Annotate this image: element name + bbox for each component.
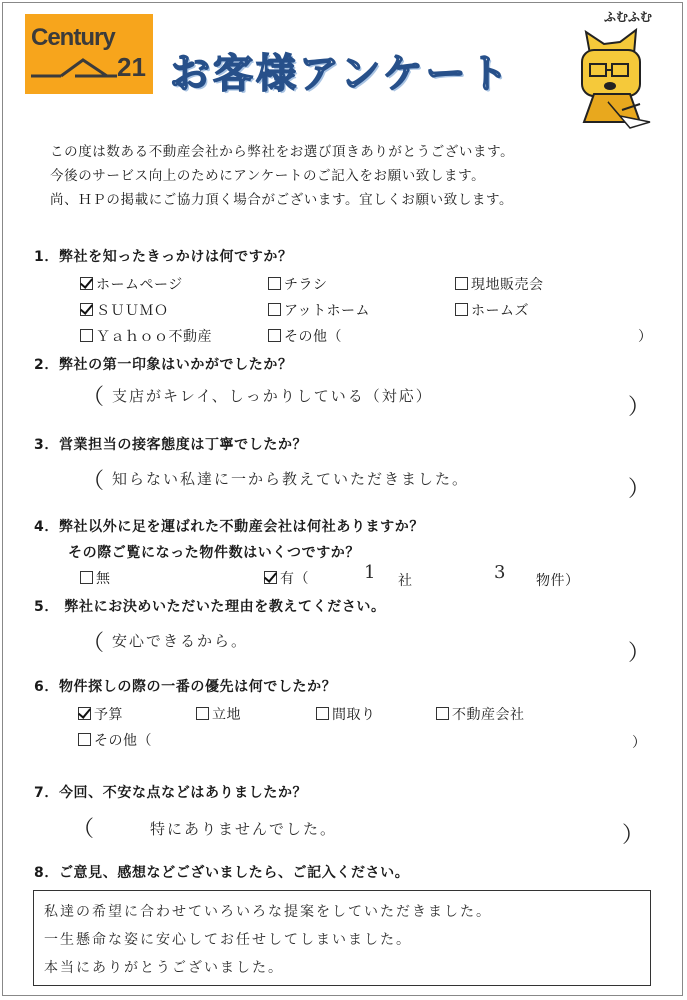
intro-text — [50, 140, 514, 212]
house-roof-icon — [31, 54, 117, 80]
q4-company-unit: 社 — [398, 573, 413, 589]
intro-line: 今後のサービス向上のためにアンケートのご記入をお願い致します。 — [50, 168, 486, 184]
option-label: ホームズ — [471, 303, 529, 319]
intro-line: 尚、ＨＰの掲載にご協力頂く場合がございます。宜しくお願い致します。 — [50, 192, 514, 208]
option-label: ホームページ — [96, 277, 183, 293]
intro-line: この度は数ある不動産会社から弊社をお選び頂きありがとうございます。 — [50, 144, 515, 160]
q8-comment-line: 一生懸命な姿に安心してお任せしてしまいました。 — [44, 932, 412, 948]
option-label: Ｙａｈｏｏ不動産 — [96, 329, 212, 345]
option-label: チラシ — [284, 277, 328, 293]
checkbox-icon — [268, 277, 281, 290]
mascot-dog-icon — [560, 24, 660, 134]
option-label: その他（ — [94, 733, 152, 749]
option-label: ＳＵＵＭＯ — [96, 303, 169, 319]
question-7-label: 7．今回、不安な点などはありましたか？ — [34, 785, 308, 801]
q1-option-homepage[interactable] — [80, 274, 183, 294]
option-label: その他（ — [284, 329, 342, 345]
q6-option-other[interactable] — [78, 730, 152, 750]
checkbox-checked-icon — [78, 707, 91, 720]
q4-property-unit: 物件） — [536, 573, 580, 589]
checkbox-icon — [268, 303, 281, 316]
question-4-sublabel: その際ご覧になった物件数はいくつですか？ — [68, 545, 360, 561]
q2-answer[interactable]: 支店がキレイ、しっかりしている（対応） — [112, 387, 433, 405]
option-label: 不動産会社 — [452, 707, 525, 723]
checkbox-checked-icon — [80, 277, 93, 290]
q4-property-count[interactable]: 3 — [494, 562, 508, 583]
question-3-label: 3．営業担当の接客態度は丁寧でしたか？ — [34, 437, 308, 453]
q6-option-agency[interactable] — [436, 704, 525, 724]
checkbox-checked-icon — [80, 303, 93, 316]
question-4-label: 4．弊社以外に足を運ばれた不動産会社は何社ありますか？ — [34, 519, 424, 535]
q2-open-paren: （ — [82, 385, 105, 410]
q3-close-paren: ） — [628, 477, 651, 502]
checkbox-icon — [196, 707, 209, 720]
checkbox-icon — [268, 329, 281, 342]
q6-other-close-paren: ） — [632, 735, 647, 751]
q7-answer[interactable]: 特にありませんでした。 — [150, 820, 338, 838]
q6-option-budget[interactable] — [78, 704, 123, 724]
page-title: お客様アンケート — [170, 51, 512, 97]
q3-open-paren: （ — [82, 469, 105, 494]
question-2-label: 2．弊社の第一印象はいかがでしたか？ — [34, 357, 293, 373]
q1-option-flyer[interactable] — [268, 274, 328, 294]
q7-close-paren: ） — [622, 823, 645, 848]
century21-logo — [25, 14, 153, 94]
checkbox-icon — [455, 277, 468, 290]
q8-comment-line: 本当にありがとうございました。 — [44, 960, 284, 976]
q8-comment-line: 私達の希望に合わせていろいろな提案をしていただきました。 — [44, 904, 492, 920]
option-label: アットホーム — [284, 303, 371, 319]
q1-option-other[interactable] — [268, 326, 342, 346]
question-6-label: 6．物件探しの際の一番の優先は何でしたか？ — [34, 679, 337, 695]
option-label: 現地販売会 — [471, 277, 544, 293]
question-8-label: 8．ご意見、感想などございましたら、ご記入ください。 — [34, 865, 410, 881]
checkbox-icon — [80, 329, 93, 342]
option-label: 間取り — [332, 707, 376, 723]
q8-comment-box[interactable] — [33, 890, 651, 986]
question-1-label: 1．弊社を知ったきっかけは何ですか？ — [34, 249, 293, 265]
q6-option-layout[interactable] — [316, 704, 376, 724]
q7-open-paren: （ — [72, 817, 95, 842]
q5-answer[interactable]: 安心できるから。 — [112, 632, 249, 650]
q1-option-open-house[interactable] — [455, 274, 544, 294]
q4-option-yes[interactable] — [264, 568, 309, 588]
option-label: 有（ — [280, 571, 309, 587]
checkbox-icon — [78, 733, 91, 746]
logo-brand: Century — [31, 24, 115, 51]
logo-number: 21 — [117, 52, 146, 82]
checkbox-icon — [316, 707, 329, 720]
checkbox-checked-icon — [264, 571, 277, 584]
q4-company-count[interactable]: 1 — [364, 562, 378, 583]
option-label: 立地 — [212, 707, 241, 723]
q2-close-paren: ） — [628, 395, 651, 420]
q1-option-athome[interactable] — [268, 300, 370, 320]
q6-option-location[interactable] — [196, 704, 241, 724]
q5-open-paren: （ — [82, 631, 105, 656]
mascot-caption: ふむふむ — [604, 10, 653, 24]
q1-option-yahoo[interactable] — [80, 326, 212, 346]
q1-option-suumo[interactable] — [80, 300, 169, 320]
checkbox-icon — [455, 303, 468, 316]
q1-option-homes[interactable] — [455, 300, 529, 320]
option-label: 無 — [96, 571, 111, 587]
checkbox-icon — [80, 571, 93, 584]
q1-other-close-paren: ） — [638, 329, 653, 345]
q3-answer[interactable]: 知らない私達に一から教えていただきました。 — [112, 470, 470, 488]
option-label: 予算 — [94, 707, 123, 723]
q4-option-none[interactable] — [80, 568, 111, 588]
question-5-label: 5． 弊社にお決めいただいた理由を教えてください。 — [34, 599, 386, 615]
checkbox-icon — [436, 707, 449, 720]
q5-close-paren: ） — [628, 641, 651, 666]
